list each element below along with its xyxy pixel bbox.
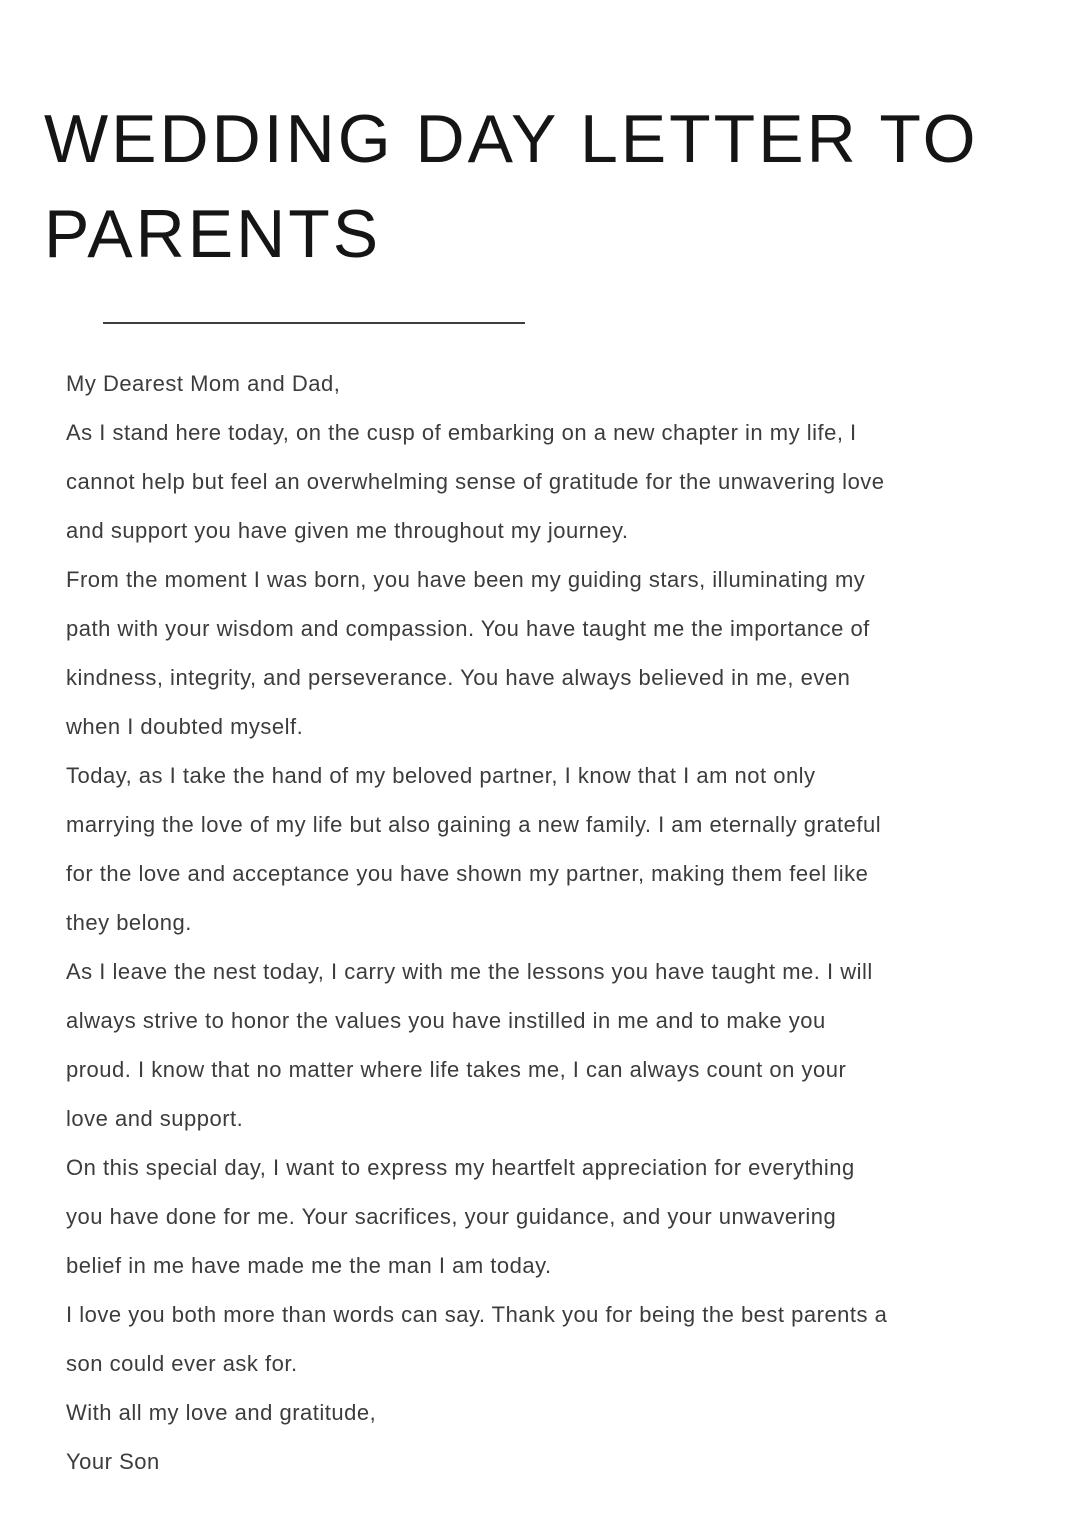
- letter-line: for the love and acceptance you have shown my partner, making them feel like: [66, 861, 869, 886]
- letter-line: son could ever ask for.: [66, 1351, 298, 1376]
- letter-line: cannot help but feel an overwhelming sense of gratitude for the unwavering love: [66, 469, 885, 494]
- letter-line: From the moment I was born, you have been my guiding stars, illuminating my: [66, 567, 866, 592]
- letter-line: Today, as I take the hand of my beloved partner, I know that I am not only: [66, 763, 816, 788]
- letter-line: they belong.: [66, 910, 192, 935]
- letter-line: I love you both more than words can say. Thank you for being the best parents a: [66, 1302, 888, 1327]
- letter-line: As I leave the nest today, I carry with me the lessons you have taught me. I will: [66, 959, 873, 984]
- letter-line: belief in me have made me the man I am today.: [66, 1253, 552, 1278]
- letter-line: proud. I know that no matter where life takes me, I can always count on your: [66, 1057, 847, 1082]
- letter-line: With all my love and gratitude,: [66, 1400, 377, 1425]
- letter-line: My Dearest Mom and Dad,: [66, 371, 341, 396]
- letter-line: path with your wisdom and compassion. You have taught me the importance of: [66, 616, 870, 641]
- letter-line: On this special day, I want to express my heartfelt appreciation for everything: [66, 1155, 855, 1180]
- letter-line: and support you have given me throughout my journey.: [66, 518, 629, 543]
- letter-line: always strive to honor the values you have instilled in me and to make you: [66, 1008, 826, 1033]
- page-title-line-2: PARENTS: [44, 196, 382, 272]
- letter-line: kindness, integrity, and perseverance. You have always believed in me, even: [66, 665, 851, 690]
- letter-line: you have done for me. Your sacrifices, your guidance, and your unwavering: [66, 1204, 837, 1229]
- letter-body: [66, 359, 1026, 1486]
- letter-line: love and support.: [66, 1106, 244, 1131]
- letter-line: As I stand here today, on the cusp of embarking on a new chapter in my life, I: [66, 420, 857, 445]
- letter-line: Your Son: [66, 1449, 160, 1474]
- page-title: [44, 92, 979, 282]
- letter-line: marrying the love of my life but also gaining a new family. I am eternally grateful: [66, 812, 882, 837]
- page-title-line-1: WEDDING DAY LETTER TO: [44, 101, 979, 177]
- title-divider: [103, 322, 525, 324]
- letter-line: when I doubted myself.: [66, 714, 304, 739]
